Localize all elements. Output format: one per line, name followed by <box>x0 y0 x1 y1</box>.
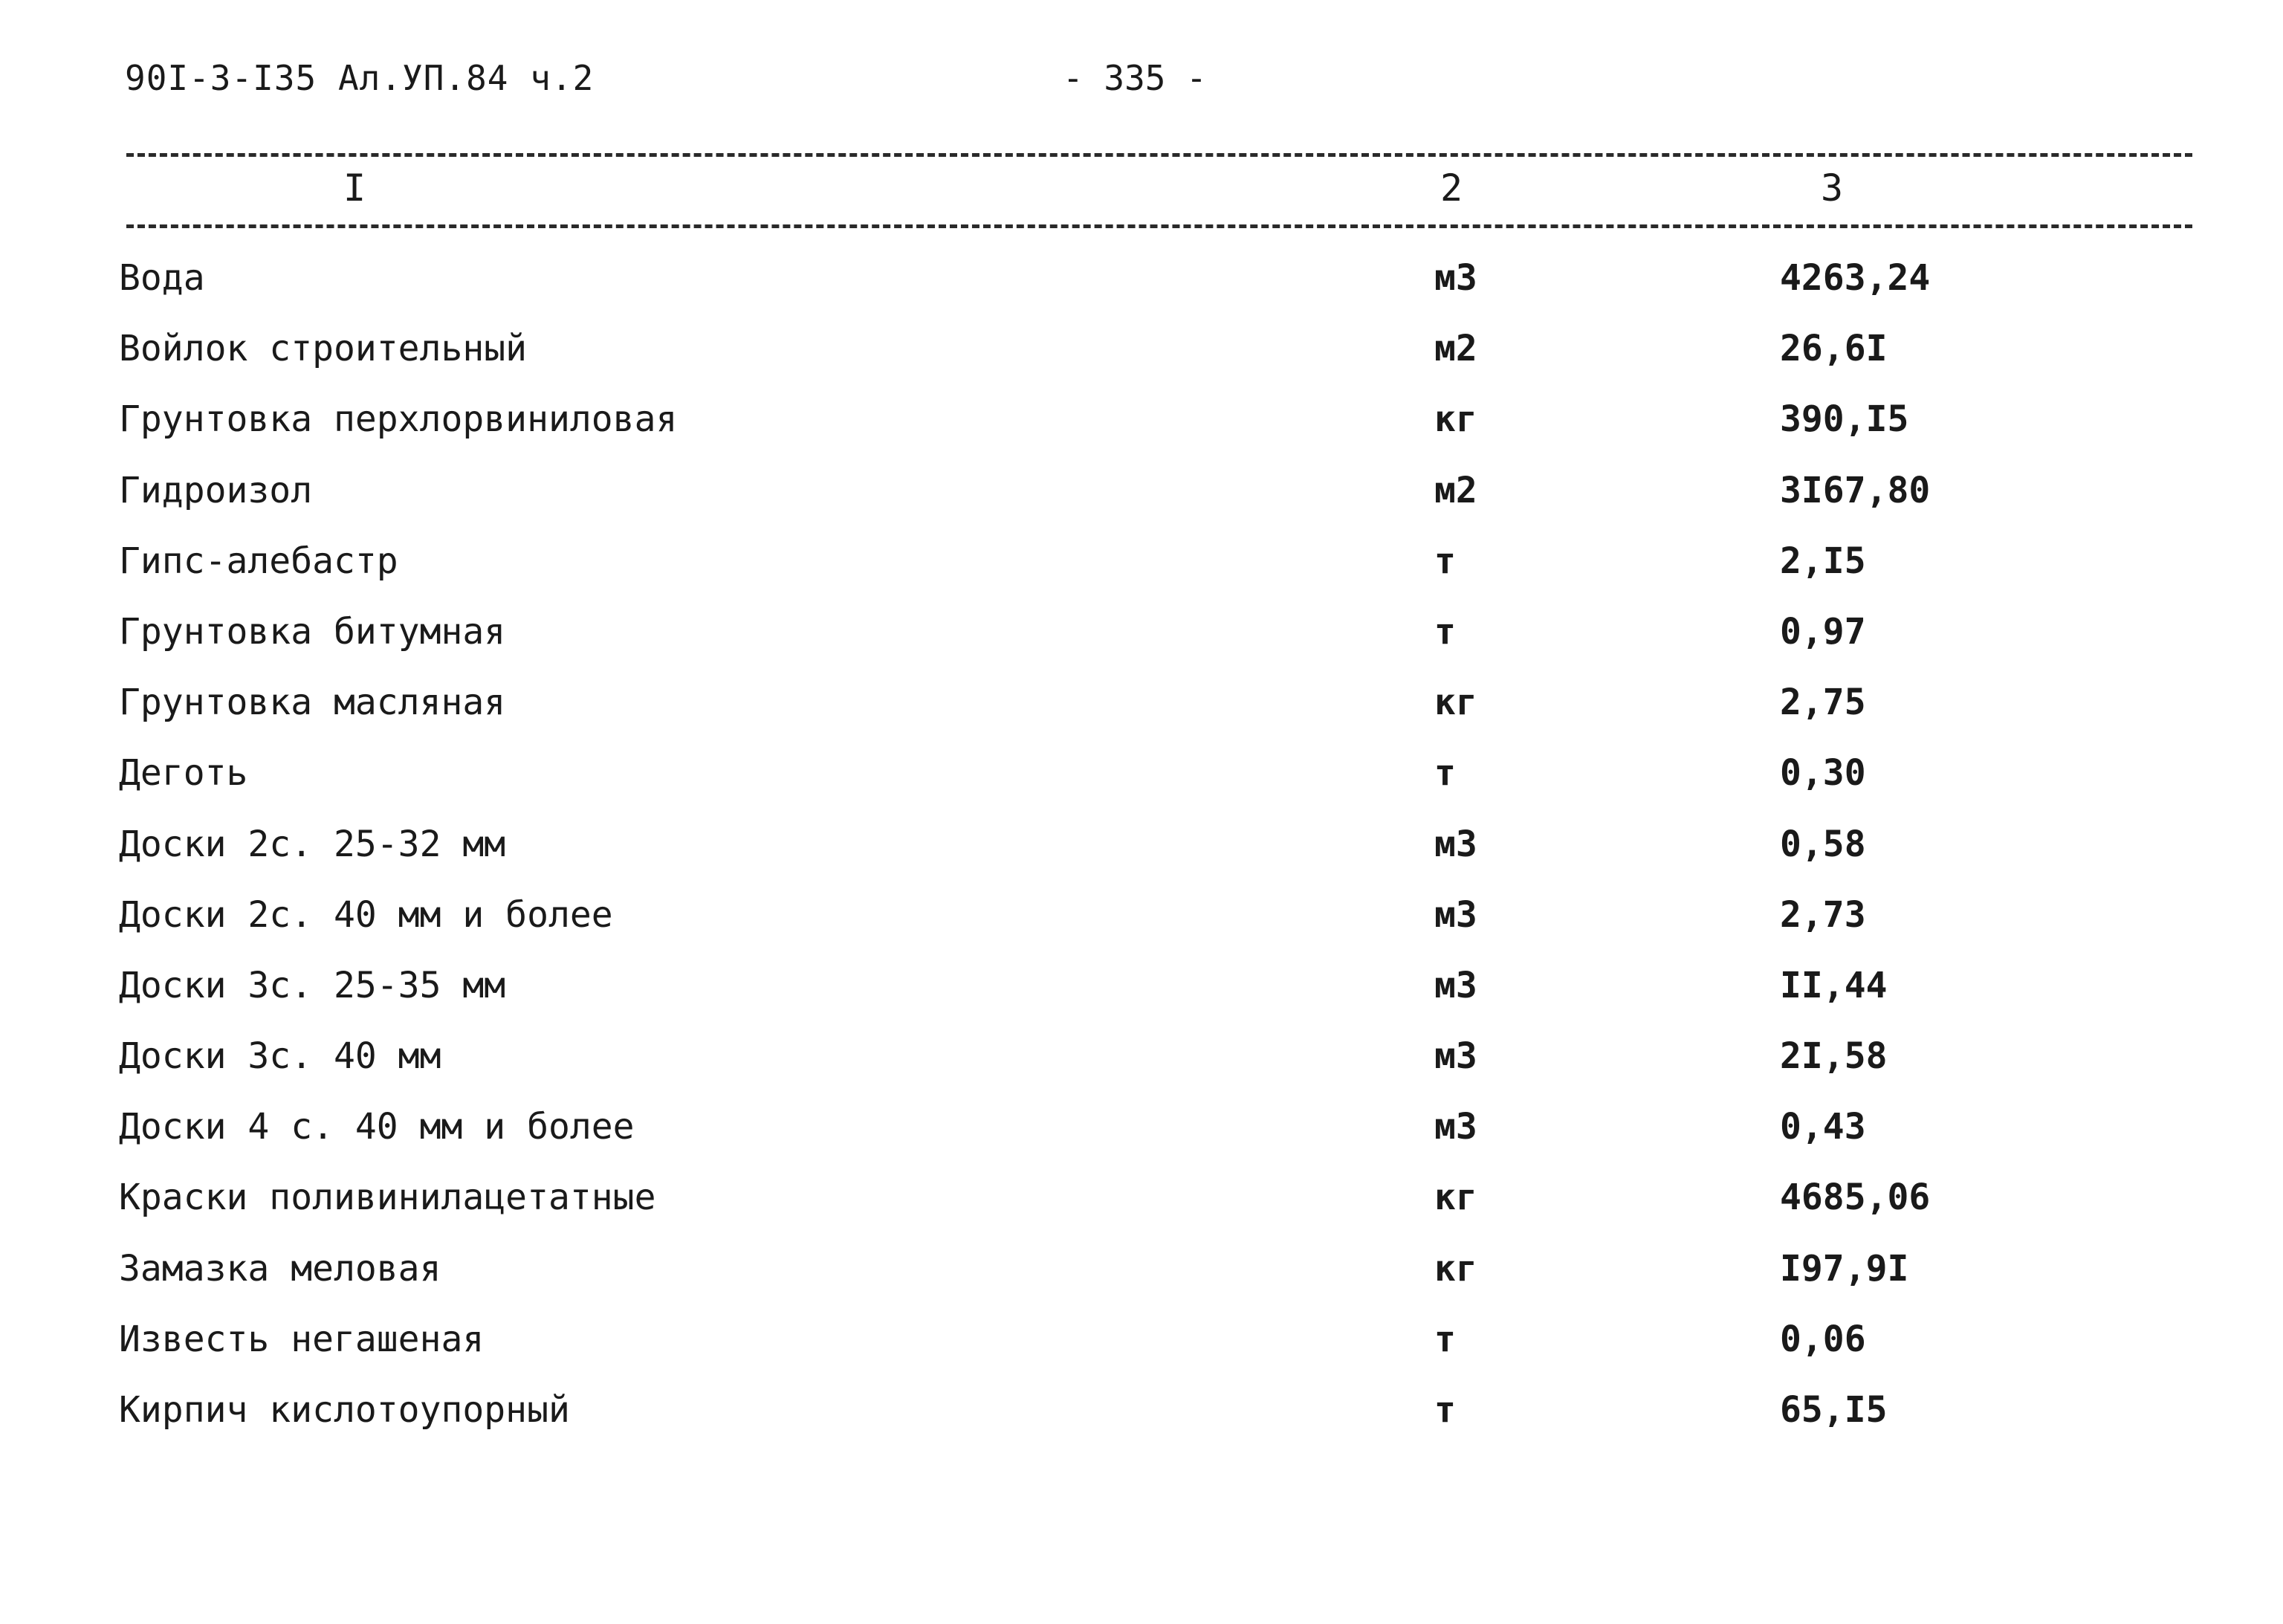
table-row <box>0 322 2283 392</box>
material-quantity: 2I,58 <box>1780 1035 1888 1078</box>
material-quantity: 3I67,80 <box>1780 469 1931 511</box>
table-row <box>0 464 2283 534</box>
material-unit: м3 <box>1434 893 1477 936</box>
material-quantity: 4263,24 <box>1780 257 1931 299</box>
material-name: Доски 3с. 40 мм <box>119 1035 441 1078</box>
table-row <box>0 1242 2283 1313</box>
material-quantity: 390,I5 <box>1780 398 1909 441</box>
table-top-rule <box>126 153 2192 157</box>
material-quantity: 65,I5 <box>1780 1389 1888 1431</box>
material-unit: м3 <box>1434 1106 1477 1148</box>
page-number: - 335 - <box>1063 58 1207 98</box>
material-unit: м3 <box>1434 257 1477 299</box>
material-name: Грунтовка битумная <box>119 610 506 653</box>
material-unit: т <box>1434 1389 1456 1431</box>
material-name: Грунтовка перхлорвиниловая <box>119 398 678 441</box>
material-unit: м3 <box>1434 1035 1477 1078</box>
material-name: Гидроизол <box>119 469 313 511</box>
material-name: Доски 2с. 40 мм и более <box>119 893 613 936</box>
material-quantity: 2,75 <box>1780 682 1866 724</box>
column-header-1: I <box>343 166 366 210</box>
material-quantity: I97,9I <box>1780 1247 1909 1290</box>
table-row <box>0 1100 2283 1171</box>
material-quantity: 0,06 <box>1780 1318 1866 1360</box>
column-header-2: 2 <box>1440 166 1463 210</box>
material-name: Замазка меловая <box>119 1247 441 1290</box>
material-quantity: 0,43 <box>1780 1106 1866 1148</box>
material-unit: т <box>1434 1318 1456 1360</box>
document-code: 90I-3-I35 Ал.УП.84 ч.2 <box>125 58 595 98</box>
table-row <box>0 251 2283 322</box>
table-row <box>0 959 2283 1029</box>
material-unit: т <box>1434 540 1456 582</box>
table-row <box>0 746 2283 817</box>
table-row <box>0 1383 2283 1454</box>
table-row <box>0 1171 2283 1241</box>
table-row <box>0 818 2283 888</box>
material-unit: м2 <box>1434 469 1477 511</box>
material-unit: т <box>1434 752 1456 795</box>
material-quantity: II,44 <box>1780 964 1888 1006</box>
material-name: Краски поливинилацетатные <box>119 1177 656 1219</box>
table-row <box>0 888 2283 959</box>
material-name: Гипс-алебастр <box>119 540 398 582</box>
material-unit: кг <box>1434 682 1477 724</box>
table-row <box>0 676 2283 746</box>
material-quantity: 0,58 <box>1780 823 1866 865</box>
material-name: Деготь <box>119 752 248 795</box>
material-unit: м3 <box>1434 964 1477 1006</box>
material-unit: кг <box>1434 1247 1477 1290</box>
column-header-3: 3 <box>1821 166 1844 210</box>
table-row <box>0 1313 2283 1383</box>
material-name: Войлок строительный <box>119 328 528 370</box>
material-name: Доски 2с. 25-32 мм <box>119 823 506 865</box>
material-name: Грунтовка масляная <box>119 682 506 724</box>
material-quantity: 4685,06 <box>1780 1177 1931 1219</box>
material-name: Вода <box>119 257 205 299</box>
table-row <box>0 392 2283 463</box>
material-unit: кг <box>1434 398 1477 441</box>
table-row <box>0 605 2283 676</box>
table-row <box>0 534 2283 605</box>
material-quantity: 2,I5 <box>1780 540 1866 582</box>
material-name: Кирпич кислотоупорный <box>119 1389 570 1431</box>
table-header-rule <box>126 224 2192 228</box>
material-quantity: 26,6I <box>1780 328 1888 370</box>
material-name: Доски 4 с. 40 мм и более <box>119 1106 635 1148</box>
material-name: Доски 3с. 25-35 мм <box>119 964 506 1006</box>
material-unit: кг <box>1434 1177 1477 1219</box>
material-unit: м2 <box>1434 328 1477 370</box>
table-row <box>0 1029 2283 1100</box>
material-unit: т <box>1434 610 1456 653</box>
material-quantity: 2,73 <box>1780 893 1866 936</box>
material-name: Известь негашеная <box>119 1318 485 1360</box>
material-quantity: 0,30 <box>1780 752 1866 795</box>
materials-table-body <box>0 251 2283 1454</box>
material-quantity: 0,97 <box>1780 610 1866 653</box>
material-unit: м3 <box>1434 823 1477 865</box>
